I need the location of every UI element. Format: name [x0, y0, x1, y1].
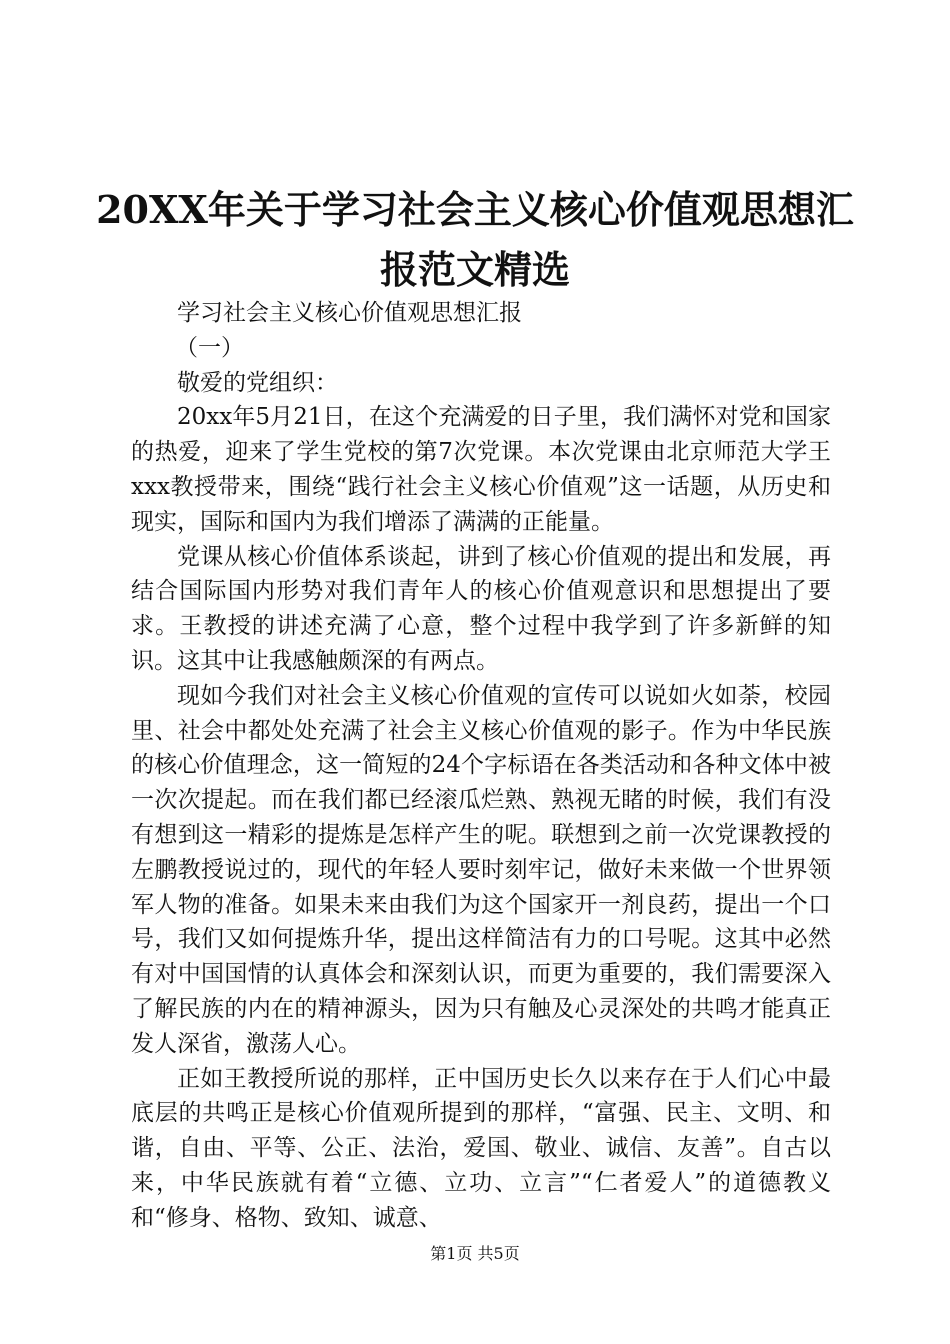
salutation: 敬爱的党组织： — [177, 369, 338, 396]
section-number: （一） — [175, 334, 244, 361]
body-paragraph: 正如王教授所说的那样，正中国历史长久以来存在于人们心中最底层的共鸣正是核心价值观所提到的那样，“富强、民主、文明、和谐，自由、平等、公正、法治，爱国、敬业、诚信、友善”。自古以来，中华民族就有着“立德、立功、立言”“仁者爱人”的道德教义和“修身、格物、致知、诚意、 — [131, 1065, 831, 1231]
body-paragraph: 20xx年5月21日，在这个充满爱的日子里，我们满怀对党和国家的热爱，迎来了学生党校的第7次党课。本次党课由北京师范大学王xxx教授带来，围绕“践行社会主义核心价值观”这一话题，从历史和现实，国际和国内为我们增添了满满的正能量。 — [131, 404, 831, 535]
page-footer: 第1页 共5页 — [430, 1244, 520, 1263]
document-title-line-2: 报范文精选 — [379, 247, 570, 292]
document-title-line-1: 20XX年关于学习社会主义核心价值观思想汇 — [96, 187, 854, 232]
body-paragraph: 现如今我们对社会主义核心价值观的宣传可以说如火如荼，校园里、社会中都处处充满了社会主义核心价值观的影子。作为中华民族的核心价值理念，这一简短的24个字标语在各类活动和各种文体中被一次次提起。而在我们都已经滚瓜烂熟、熟视无睹的时候，我们有没有想到这一精彩的提炼是怎样产生的呢。联想到之前一次党课教授的左鹏教授说过的，现代的年轻人要时刻牢记，做好未来做一个世界领军人物的准备。如果未来由我们为这个国家开一剂良药，提出一个口号，我们又如何提炼升华，提出这样简洁有力的口号呢。这其中必然有对中国国情的认真体会和深刻认识，而更为重要的，我们需要深入了解民族的内在的精神源头，因为只有触及心灵深处的共鸣才能真正发人深省，激荡人心。 — [131, 682, 831, 1057]
section-heading: 学习社会主义核心价值观思想汇报 — [177, 300, 522, 326]
body-paragraph: 党课从核心价值体系谈起，讲到了核心价值观的提出和发展，再结合国际国内形势对我们青年人的核心价值观意识和思想提出了要求。王教授的讲述充满了心意，整个过程中我学到了许多新鲜的知识。这其中让我感触颇深的有两点。 — [131, 543, 831, 674]
document-body — [131, 296, 831, 1236]
